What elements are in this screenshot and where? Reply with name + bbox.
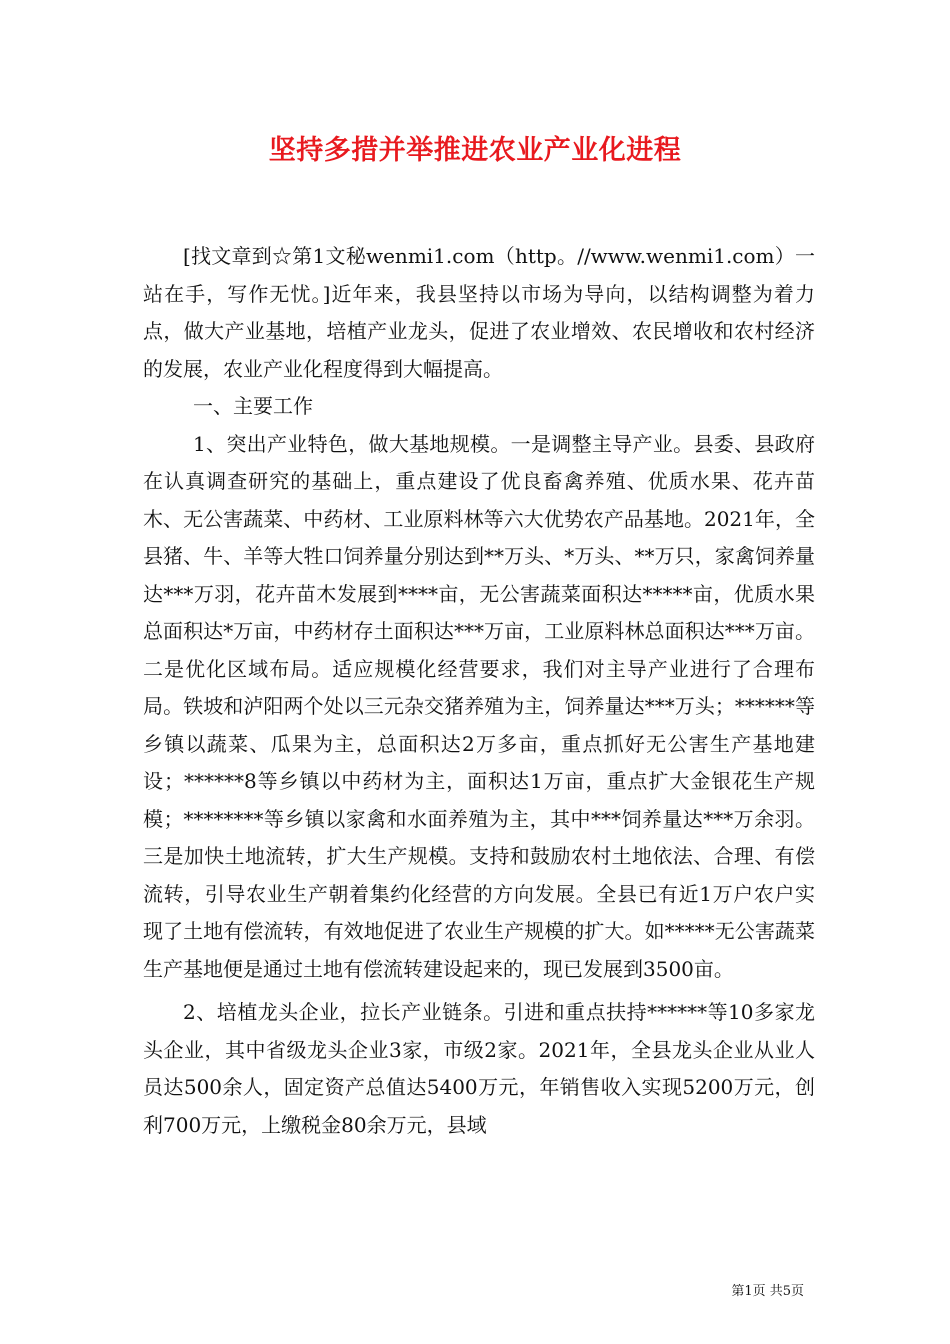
body-paragraph-2: 2、培植龙头企业，拉长产业链条。引进和重点扶持******等10多家龙头企业，其中省级龙头企业3家，市级2家。2021年，全县龙头企业从业人员达500余人，固定资产总值达5400万元，年销售收入实现5200万元，创利700万元，上缴税金80余万元，县域 (143, 1000, 815, 1137)
section-heading: 一、主要工作 (193, 394, 313, 418)
intro-paragraph: [找文章到☆第1文秘wenmi1.com（http。//www.wenmi1.com）一站在手，写作无忧。]近年来，我县坚持以市场为导向，以结构调整为着力点，做大产业基地，培植产业龙头，促进了农业增效、农民增收和农村经济的发展，农业产业化程度得到大幅提高。 (143, 244, 815, 381)
document-title: 坚持多措并举推进农业产业化进程 (268, 135, 682, 166)
body-paragraph-1: 1、突出产业特色，做大基地规模。一是调整主导产业。县委、县政府在认真调查研究的基础上，重点建设了优良畜禽养殖、优质水果、花卉苗木、无公害蔬菜、中药材、工业原料林等六大优势农产品基地。2021年，全县猪、牛、羊等大牲口饲养量分别达到**万头、*万头、**万只，家禽饲养量达***万羽，花卉苗木发展到****亩，无公害蔬菜面积达*****亩，优质水果总面积达*万亩，中药材存土面积达***万亩，工业原料林总面积达***万亩。二是优化区域布局。适应规模化经营要求，我们对主导产业进行了合理布局。铁坡和泸阳两个处以三元杂交猪养殖为主，饲养量达***万头；******等乡镇以蔬菜、瓜果为主，总面积达2万多亩，重点抓好无公害生产基地建设；******8等乡镇以中药材为主，面积达1万亩，重点扩大金银花生产规模；********等乡镇以家禽和水面养殖为主，其中***饲养量达***万余羽。三是加快土地流转，扩大生产规模。支持和鼓励农村土地依法、合理、有偿流转，引导农业生产朝着集约化经营的方向发展。全县已有近1万户农户实现了土地有偿流转，有效地促进了农业生产规模的扩大。如*****无公害蔬菜生产基地便是通过土地有偿流转建设起来的，现已发展到3500亩。 (143, 431, 815, 981)
document-body (143, 238, 815, 1144)
page-number: 第1页 共5页 (731, 1284, 804, 1299)
